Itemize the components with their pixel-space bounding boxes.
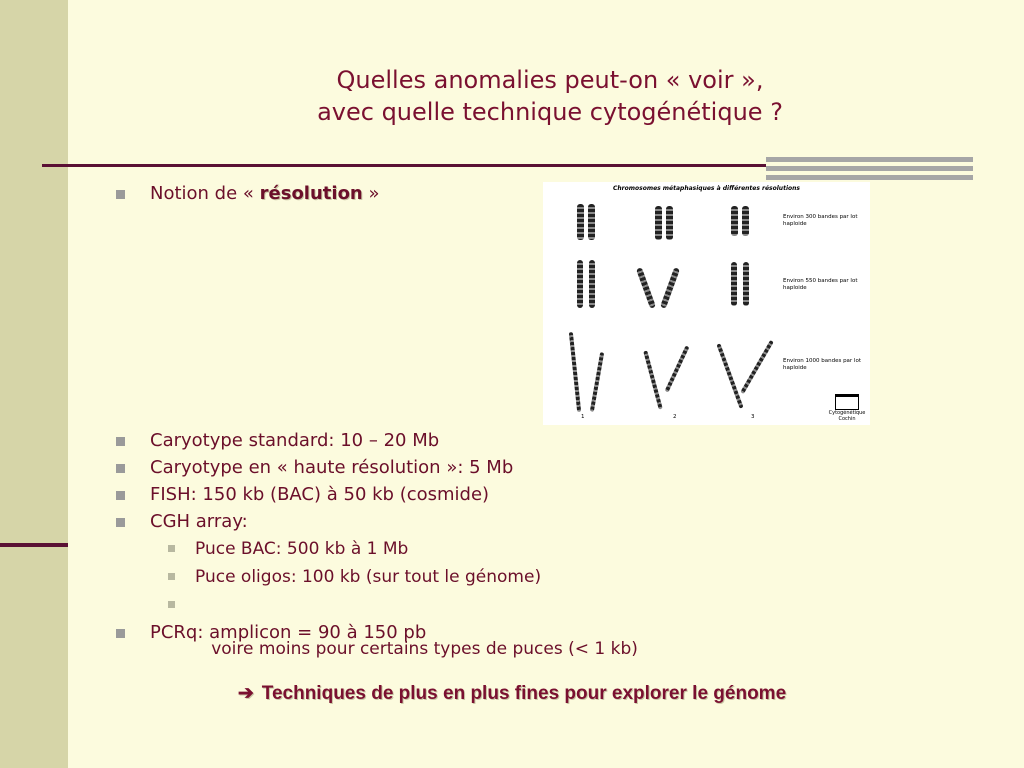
arrow-right-icon: ➔: [237, 683, 254, 704]
column-number-2: 2: [673, 414, 677, 420]
bullet-text: CGH array:: [150, 511, 248, 532]
left-band-rule: [0, 543, 68, 547]
chromosome-shape: [588, 204, 595, 240]
bullet-square-icon: [116, 518, 125, 527]
chromosome-shape: [665, 345, 690, 392]
bullet-item: [150, 484, 489, 506]
sub-bullet-text: voire moins pour certains types de puces (< 1 kb): [205, 639, 638, 659]
chromosome-resolution-figure: [543, 182, 870, 425]
bullet-notion: [150, 183, 379, 205]
notion-keyword: résolution: [259, 183, 363, 204]
bullet-square-icon: [116, 629, 125, 638]
label-300-bands: Environ 300 bandes par lot haploide: [783, 214, 858, 227]
sub-bullet-item: [195, 566, 541, 588]
cochin-logo: [828, 394, 866, 422]
chromosome-shape: [643, 351, 662, 410]
chromosome-shape: [660, 267, 680, 309]
chromosome-shape: [577, 260, 583, 308]
bullet-square-icon: [116, 437, 125, 446]
chromosome-shape: [731, 206, 738, 236]
notion-prefix: Notion de «: [150, 183, 260, 204]
title-line-2: avec quelle technique cytogénétique ?: [317, 98, 783, 126]
sub-bullet-text: Puce oligos: 100 kb (sur tout le génome): [195, 567, 542, 587]
sub-bullet-item: [195, 538, 408, 560]
bullet-square-icon: [116, 190, 125, 199]
bullet-square-icon: [116, 491, 125, 500]
slide-title: [100, 64, 1000, 128]
figure-title: Chromosomes métaphasiques à différentes résolutions: [613, 185, 800, 192]
chromosome-shape: [666, 206, 673, 240]
bullet-text: FISH: 150 kb (BAC) à 50 kb (cosmide): [150, 484, 490, 505]
chromosome-shape: [655, 206, 662, 240]
chromosome-shape: [590, 352, 604, 412]
chromosome-shape: [716, 343, 743, 408]
sub-bullet-square-icon: [168, 601, 175, 608]
chromosome-shape: [589, 260, 595, 308]
label-550-bands: Environ 550 bandes par lot haploide: [783, 278, 858, 291]
chromosome-shape: [636, 267, 656, 309]
sub-bullet-square-icon: [168, 545, 175, 552]
bullet-square-icon: [116, 464, 125, 473]
bullet-text: Caryotype en « haute résolution »: 5 Mb: [150, 457, 514, 478]
bullet-item: [150, 622, 426, 644]
sub-bullet-square-icon: [168, 573, 175, 580]
building-icon: [835, 394, 859, 410]
bullet-item: [150, 430, 439, 452]
title-divider: [42, 164, 766, 167]
chromosome-shape: [742, 206, 749, 236]
notion-suffix: »: [362, 183, 380, 204]
chromosome-shape: [743, 262, 749, 306]
chromosome-shape: [577, 204, 584, 240]
logo-text: Cytogénétique Cochin: [828, 410, 866, 422]
bullet-text: PCRq: amplicon = 90 à 150 pb: [150, 622, 427, 643]
column-number-3: 3: [751, 414, 755, 420]
decorative-grey-bars: [766, 157, 973, 179]
conclusion-line: [0, 682, 1024, 705]
left-decorative-band: [0, 0, 68, 768]
sub-bullet-text: Puce BAC: 500 kb à 1 Mb: [195, 539, 409, 559]
label-1000-bands: Environ 1000 bandes par lot haploide: [783, 358, 861, 371]
conclusion-text: Techniques de plus en plus fines pour explorer le génome: [261, 683, 787, 704]
chromosome-shape: [740, 340, 773, 394]
bullet-item: [150, 457, 513, 479]
title-line-1: Quelles anomalies peut-on « voir »,: [336, 66, 764, 94]
bullet-item: [150, 511, 248, 533]
chromosome-shape: [569, 332, 581, 412]
chromosome-shape: [731, 262, 737, 306]
column-number-1: 1: [581, 414, 585, 420]
bullet-text: Caryotype standard: 10 – 20 Mb: [150, 430, 440, 451]
